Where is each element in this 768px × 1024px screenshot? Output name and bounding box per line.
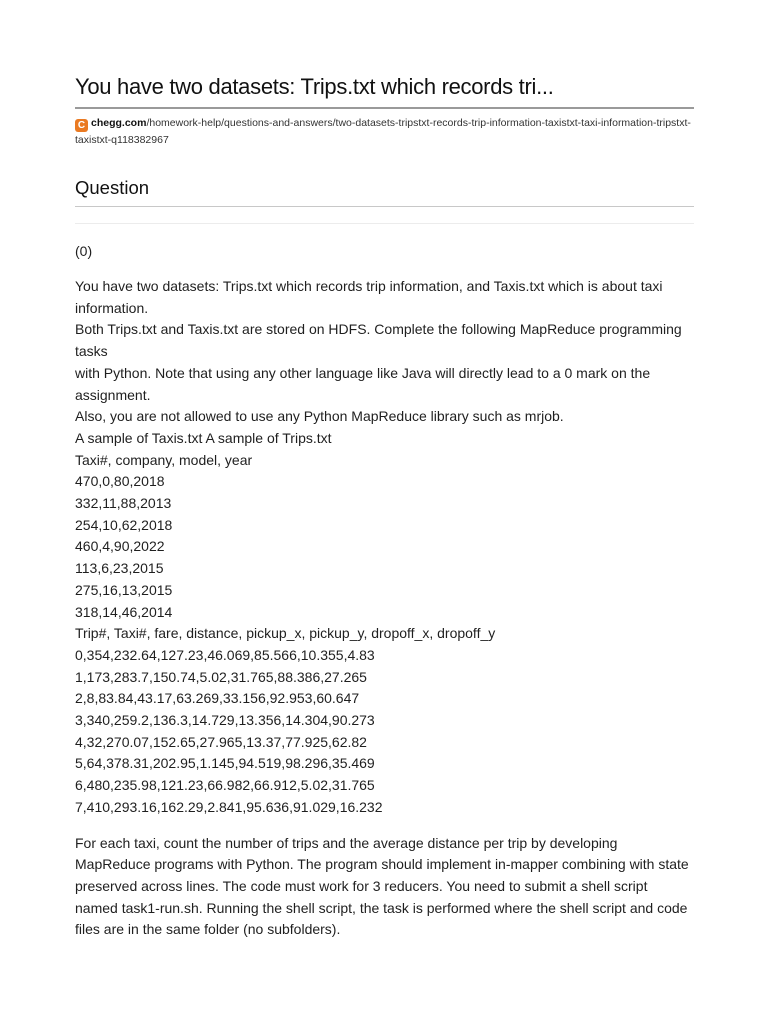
section-divider-light — [75, 223, 694, 224]
question-line: Both Trips.txt and Taxis.txt are stored on HDFS. Complete the following MapReduce programming tasks — [75, 321, 682, 360]
data-line: 3,340,259.2,136.3,14.729,13.356,14.304,90.273 — [75, 712, 375, 729]
chegg-icon: C — [75, 119, 88, 132]
question-line: A sample of Taxis.txt A sample of Trips.txt — [75, 429, 332, 446]
section-heading-question: Question — [75, 177, 150, 198]
rating-count: (0) — [75, 243, 93, 259]
data-line: 460,4,90,2022 — [75, 538, 165, 555]
data-line: 254,10,62,2018 — [75, 516, 173, 533]
data-line: 7,410,293.16,162.29,2.841,95.636,91.029,16.232 — [75, 798, 383, 815]
section-divider — [75, 206, 694, 207]
data-line: 5,64,378.31,202.95,1.145,94.519,98.296,35.469 — [75, 755, 375, 772]
data-header-line: Taxi#, company, model, year — [75, 451, 253, 468]
question-body — [75, 276, 694, 819]
data-line: 113,6,23,2015 — [75, 560, 164, 577]
data-header-line: Trip#, Taxi#, fare, distance, pickup_x, pickup_y, dropoff_x, dropoff_y — [75, 625, 496, 642]
data-line: 470,0,80,2018 — [75, 473, 165, 490]
question-line: You have two datasets: Trips.txt which records trip information, and Taxis.txt which is about taxi information. — [75, 278, 663, 316]
data-line: 4,32,270.07,152.65,27.965,13.37,77.925,62.82 — [75, 733, 367, 750]
data-line: 275,16,13,2015 — [75, 581, 173, 598]
data-line: 318,14,46,2014 — [75, 603, 173, 620]
source-domain[interactable]: chegg.com — [91, 117, 147, 129]
source-link[interactable] — [75, 115, 694, 148]
document-page — [75, 0, 694, 955]
data-line: 6,480,235.98,121.23,66.982,66.912,5.02,31.765 — [75, 777, 375, 794]
task-paragraph: For each taxi, count the number of trips and the average distance per trip by developing MapReduce programs with Python. The program should implement in-mapper combining with state preserved across lines. The code must work for 3 reducers. You need to submit a shell script named task1-run.sh. Running the shell script, the task is performed where the shell script and code files are in the same folder (no subfolders). — [75, 834, 689, 938]
data-line: 332,11,88,2013 — [75, 495, 172, 512]
question-line: with Python. Note that using any other language like Java will directly lead to a 0 mark on the assignment. — [75, 364, 651, 403]
title-divider — [75, 107, 694, 109]
data-line: 1,173,283.7,150.74,5.02,31.765,88.386,27.265 — [75, 668, 367, 685]
data-line: 0,354,232.64,127.23,46.069,85.566,10.355,4.83 — [75, 646, 375, 663]
page-title: You have two datasets: Trips.txt which records tri... — [75, 74, 554, 99]
data-line: 2,8,83.84,43.17,63.269,33.156,92.953,60.647 — [75, 690, 360, 707]
question-line: Also, you are not allowed to use any Python MapReduce library such as mrjob. — [75, 408, 564, 425]
source-path[interactable]: /homework-help/questions-and-answers/two-datasets-tripstxt-records-trip-information-taxistxt-taxi-information-tripstxt-taxistxt-q118382967 — [75, 117, 691, 146]
